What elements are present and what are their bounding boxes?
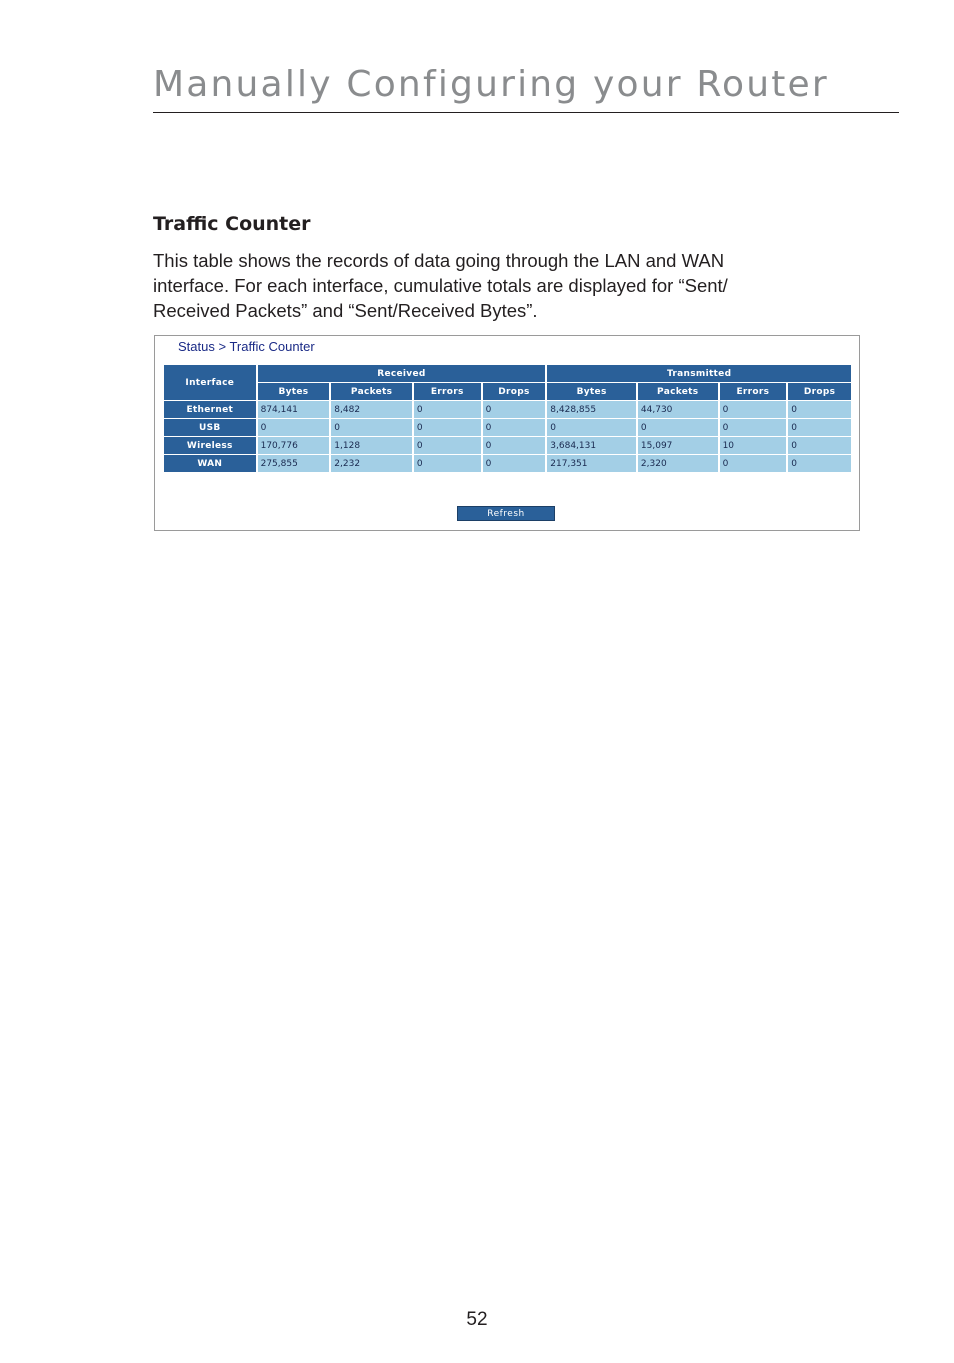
table-cell: 0 (788, 419, 851, 436)
table-cell: 0 (483, 455, 546, 472)
table-cell: 0 (258, 419, 330, 436)
table-row (164, 401, 851, 418)
table-cell: 0 (788, 437, 851, 454)
table-cell: 3,684,131 (547, 437, 636, 454)
table-cell: 217,351 (547, 455, 636, 472)
body-line: This table shows the records of data going through the LAN and WAN (153, 250, 725, 271)
table-cell: 0 (720, 419, 787, 436)
table-cell: 2,232 (331, 455, 412, 472)
received-group-header: Received (258, 365, 546, 382)
column-header: Packets (331, 383, 412, 400)
body-line: Received Packets” and “Sent/Received Bytes”. (153, 300, 538, 321)
table-cell: 44,730 (638, 401, 718, 418)
table-cell: 15,097 (638, 437, 718, 454)
column-header: Errors (720, 383, 787, 400)
table-cell: 0 (720, 401, 787, 418)
table-cell: 10 (720, 437, 787, 454)
table-cell: 0 (788, 455, 851, 472)
table-row (164, 419, 851, 436)
breadcrumb (178, 339, 315, 354)
table-cell: 0 (414, 455, 481, 472)
column-header: Drops (483, 383, 546, 400)
table-cell: 0 (788, 401, 851, 418)
table-cell: 0 (414, 419, 481, 436)
table-cell: 8,428,855 (547, 401, 636, 418)
column-header: Drops (788, 383, 851, 400)
table-row (164, 437, 851, 454)
table-cell: 0 (414, 401, 481, 418)
interface-header: Interface (164, 365, 256, 400)
column-header: Packets (638, 383, 718, 400)
table-row (164, 455, 851, 472)
table-cell: 0 (483, 419, 546, 436)
table-cell: 874,141 (258, 401, 330, 418)
page-number: 52 (466, 1309, 488, 1330)
breadcrumb-status-link[interactable]: Status (178, 339, 215, 354)
interface-label: Ethernet (164, 401, 256, 418)
interface-label: WAN (164, 455, 256, 472)
traffic-counter-screenshot (154, 335, 860, 531)
table-cell: 0 (414, 437, 481, 454)
chapter-title: Manually Configuring your Router (153, 64, 829, 105)
table-cell: 8,482 (331, 401, 412, 418)
table-cell: 0 (547, 419, 636, 436)
section-heading: Traffic Counter (153, 213, 311, 235)
column-header: Bytes (547, 383, 636, 400)
table-cell: 1,128 (331, 437, 412, 454)
interface-label: USB (164, 419, 256, 436)
table-cell: 2,320 (638, 455, 718, 472)
refresh-button[interactable]: Refresh (457, 506, 555, 521)
transmitted-group-header: Transmitted (547, 365, 851, 382)
breadcrumb-separator: > (218, 339, 227, 354)
body-line: interface. For each interface, cumulative totals are displayed for “Sent/ (153, 275, 728, 296)
body-paragraph (153, 248, 853, 323)
column-header: Bytes (258, 383, 330, 400)
breadcrumb-current-page: Traffic Counter (229, 339, 315, 354)
title-divider (153, 112, 899, 113)
table-cell: 275,855 (258, 455, 330, 472)
table-cell: 0 (638, 419, 718, 436)
table-cell: 0 (483, 437, 546, 454)
table-cell: 0 (483, 401, 546, 418)
table-cell: 0 (331, 419, 412, 436)
interface-label: Wireless (164, 437, 256, 454)
table-cell: 0 (720, 455, 787, 472)
traffic-counter-table (162, 364, 853, 473)
table-cell: 170,776 (258, 437, 330, 454)
column-header: Errors (414, 383, 481, 400)
